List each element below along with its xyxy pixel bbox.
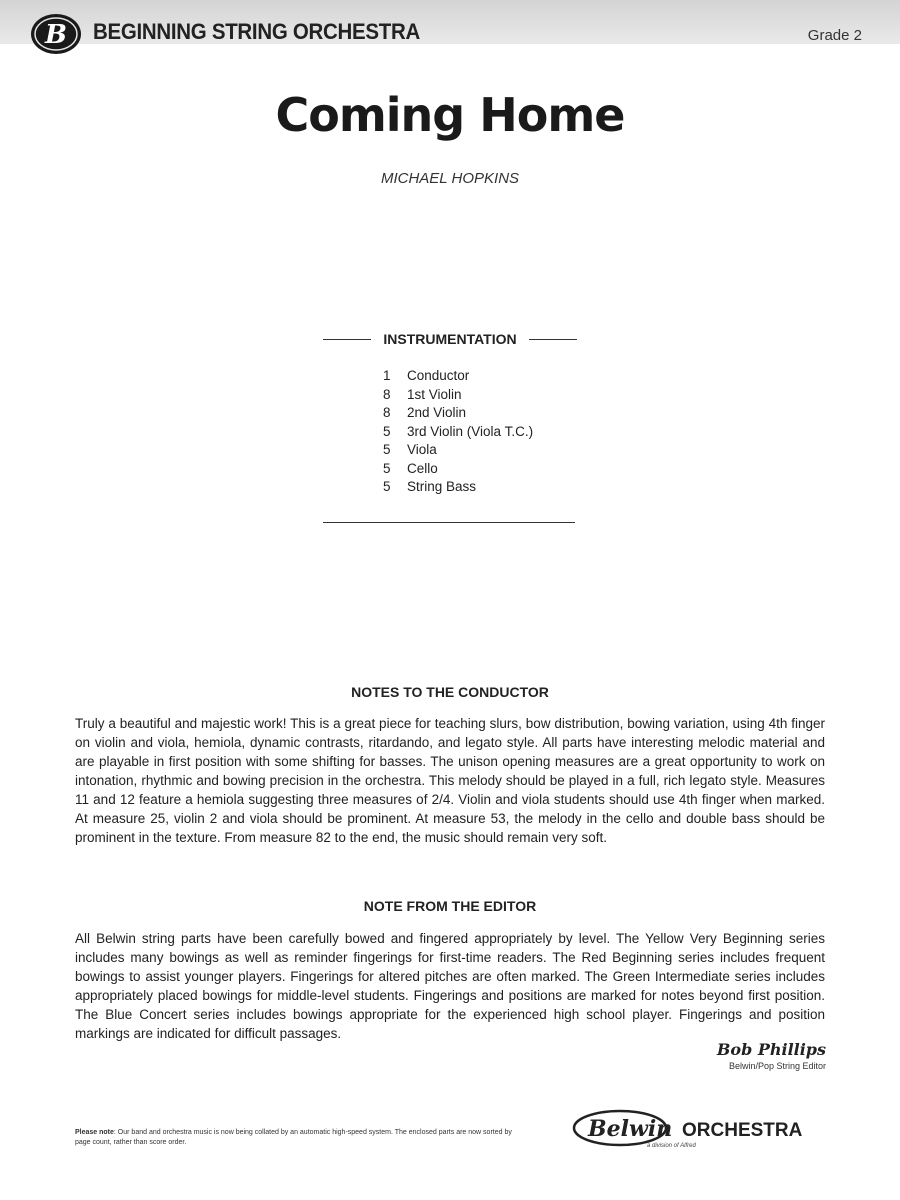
list-item xyxy=(383,442,583,461)
piece-title: Coming Home xyxy=(275,88,625,142)
instrumentation-list xyxy=(383,368,583,498)
part-quantity: 1 xyxy=(383,368,391,383)
list-item xyxy=(383,461,583,480)
heading-rule-right xyxy=(529,339,577,340)
series-title: BEGINNING STRING ORCHESTRA xyxy=(93,19,420,44)
part-quantity: 5 xyxy=(383,479,391,494)
part-quantity: 8 xyxy=(383,386,391,402)
editor-note-text: All Belwin string parts have been carefully bowed and fingered appropriately by level. The Yellow Very Beginning series includes many bowings as well as reminder fingerings for first-time readers. The Red Beginning series includes frequent bowings to assist younger players. Fingerings for altered pitches are often marked. The Green Intermediate series includes appropriately placed bowings for middle-level students. Fingerings and positions are marked for notes beyond first position. The Blue Concert series includes bowings appropriate for the experienced high school player. Fingerings and position markings are indicated for difficult passages. xyxy=(75,931,825,1041)
collation-footnote xyxy=(75,1128,515,1148)
part-name: String Bass xyxy=(407,479,477,494)
part-name: 3rd Violin (Viola T.C.) xyxy=(407,423,534,439)
list-item xyxy=(383,405,583,424)
editor-role: Belwin/Pop String Editor xyxy=(728,1061,826,1071)
brand-division: a division of Alfred xyxy=(647,1143,696,1149)
part-name: Conductor xyxy=(407,368,470,383)
instrumentation-label: INSTRUMENTATION xyxy=(383,331,517,347)
belwin-b-logo-icon xyxy=(30,12,82,56)
list-item xyxy=(383,479,583,498)
editor-signature: Bob Phillips xyxy=(716,1040,826,1059)
brand-suffix: ORCHESTRA xyxy=(682,1120,803,1141)
page-header xyxy=(0,0,900,50)
part-quantity: 5 xyxy=(383,442,391,457)
composer-name: MICHAEL HOPKINS xyxy=(380,170,520,187)
part-quantity: 5 xyxy=(383,460,391,476)
conductor-notes-text: Truly a beautiful and majestic work! This is a great piece for teaching slurs, bow distribution, bowing variation, using 4th finger on violin and viola, hemiola, dynamic contrasts, ritardando, and legato style. All parts have interesting melodic material and are playable in first position with some shifting for basses. The unison opening measures are a great opportunity to work on intonation, rhythmic and bowing precision in the orchestra. This melody should be played in a full, rich legato style. Measures 11 and 12 feature a hemiola suggesting three measures of 2/4. Violin and viola students should use 4th finger when marked. At measure 25, violin 2 and viola should be prominent. At measure 53, the melody in the cello and double bass should be prominent in the texture. From measure 82 to the end, the music should remain very soft. xyxy=(75,716,825,845)
list-item xyxy=(383,368,583,387)
belwin-orchestra-logo xyxy=(572,1108,832,1154)
grade-label: Grade 2 xyxy=(807,27,862,44)
svg-text:B: B xyxy=(45,20,67,50)
conductor-notes-heading: NOTES TO THE CONDUCTOR xyxy=(351,684,549,700)
list-item xyxy=(383,424,583,443)
editor-note-heading: NOTE FROM THE EDITOR xyxy=(363,898,537,914)
footnote-label: Please note xyxy=(75,1129,114,1136)
instrumentation-heading xyxy=(323,330,577,350)
part-name: 1st Violin xyxy=(407,386,462,402)
part-name: Cello xyxy=(407,460,438,476)
footnote-text: : Our band and orchestra music is now being collated by an automatic high-speed system. The enclosed parts are now sorted by page count, rather than score order. xyxy=(75,1129,512,1146)
instrumentation-bottom-rule xyxy=(323,522,575,523)
brand-word: Belwin xyxy=(588,1116,673,1142)
part-quantity: 8 xyxy=(383,405,391,420)
part-quantity: 5 xyxy=(383,423,391,439)
part-name: Viola xyxy=(407,442,437,457)
list-item xyxy=(383,387,583,406)
part-name: 2nd Violin xyxy=(407,405,467,420)
